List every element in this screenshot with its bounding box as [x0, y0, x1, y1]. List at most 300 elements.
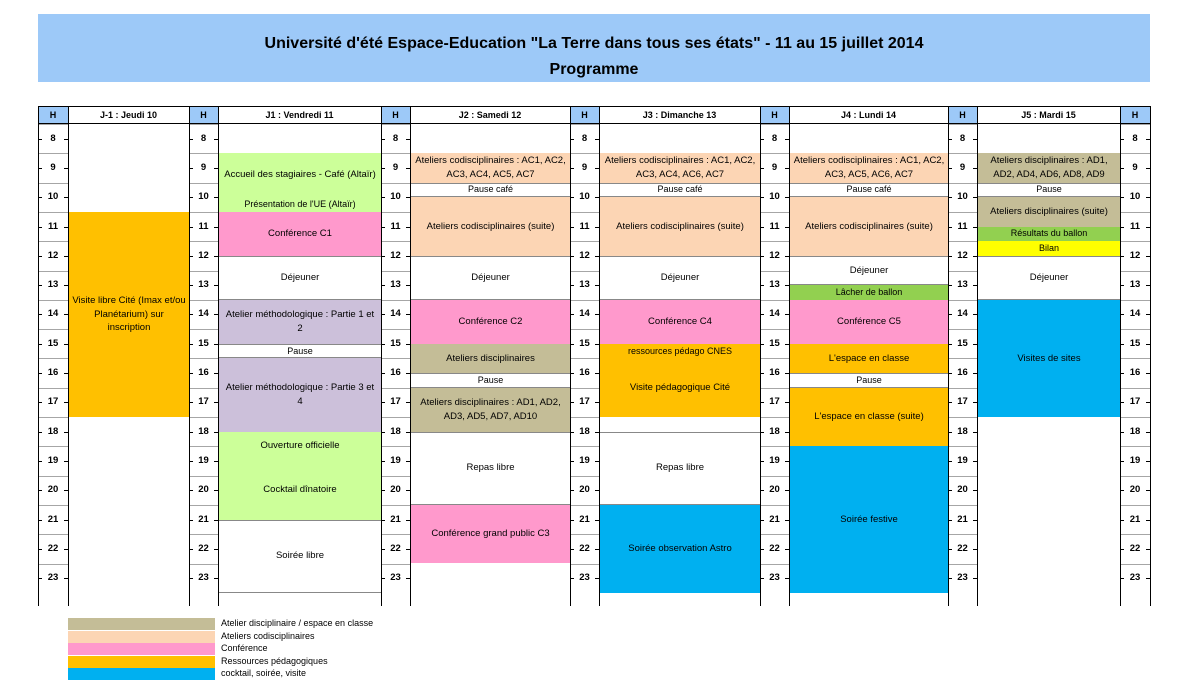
hour-tick — [570, 476, 599, 477]
event-j4-dejeuner: Déjeuner — [790, 256, 948, 285]
column-divider — [570, 106, 571, 606]
hour-label: 13 — [769, 279, 780, 291]
event-j1-atelier2: Atelier méthodologique : Partie 3 et 4 — [219, 358, 381, 431]
legend-label: Ressources pédagogiques — [221, 655, 328, 666]
hour-tick — [948, 329, 977, 330]
hour-label: 13 — [1129, 279, 1141, 291]
hour-label: 23 — [390, 572, 401, 584]
hour-tick — [948, 183, 977, 184]
hour-tick — [760, 505, 789, 506]
hour-tick — [760, 183, 789, 184]
hour-tick — [1120, 446, 1150, 447]
hour-label: 20 — [390, 484, 401, 496]
hour-label: 9 — [392, 161, 399, 173]
hour-label: 9 — [581, 161, 588, 173]
hour-tick — [760, 241, 789, 242]
hour-column-header: H — [1120, 106, 1150, 124]
legend-swatch — [68, 631, 215, 643]
hour-label: 14 — [579, 308, 590, 320]
column-divider — [1150, 106, 1151, 606]
hour-label: 12 — [198, 249, 209, 261]
hour-label: 20 — [957, 484, 968, 496]
event-j2-conf: Conférence C2 — [411, 300, 570, 344]
hour-tick — [1120, 300, 1150, 301]
event-j3-pause-cafe: Pause café — [600, 183, 760, 198]
hour-label: 18 — [957, 425, 968, 437]
hour-label: 14 — [769, 308, 780, 320]
hour-label: 23 — [579, 572, 590, 584]
hour-label: 16 — [769, 367, 780, 379]
hour-tick — [38, 417, 68, 418]
hour-label: 12 — [769, 249, 780, 261]
hour-tick — [189, 564, 218, 565]
hour-tick — [38, 241, 68, 242]
hour-label: 14 — [1129, 308, 1141, 320]
event-j5-bilan: Bilan — [978, 241, 1120, 256]
hour-label: 13 — [198, 279, 209, 291]
hour-tick — [1120, 241, 1150, 242]
hour-label: 22 — [769, 542, 780, 554]
event-j1-ouverture: Ouverture officielle — [219, 432, 381, 461]
event-j1-accueil: Accueil des stagiaires - Café (Altaïr) — [219, 153, 381, 197]
hour-tick — [381, 300, 410, 301]
hour-tick — [570, 446, 599, 447]
hour-label: 19 — [579, 454, 590, 466]
hour-column-header: H — [570, 106, 599, 124]
hour-tick — [570, 329, 599, 330]
hour-label: 16 — [47, 367, 59, 379]
hour-label: 19 — [198, 454, 209, 466]
event-j4-soiree: Soirée festive — [790, 446, 948, 593]
event-j3-visite: Visite pédagogique Cité — [600, 358, 760, 417]
hour-tick — [38, 446, 68, 447]
hour-tick — [189, 476, 218, 477]
hour-tick — [189, 446, 218, 447]
hour-label: 19 — [390, 454, 401, 466]
hour-label: 11 — [769, 220, 780, 232]
hour-tick — [1120, 271, 1150, 272]
hour-label: 15 — [1129, 337, 1141, 349]
hour-tick — [570, 388, 599, 389]
hour-tick — [760, 564, 789, 565]
hour-label: 8 — [1132, 132, 1138, 144]
hour-tick — [381, 212, 410, 213]
hour-tick — [760, 329, 789, 330]
hour-label: 21 — [198, 513, 209, 525]
event-j3-repas: Repas libre — [600, 432, 760, 505]
hour-tick — [760, 534, 789, 535]
hour-label: 20 — [1129, 484, 1141, 496]
hour-tick — [760, 476, 789, 477]
hour-tick — [570, 505, 599, 506]
hour-tick — [570, 417, 599, 418]
hour-tick — [189, 124, 218, 125]
hour-tick — [570, 300, 599, 301]
hour-label: 15 — [47, 337, 59, 349]
hour-label: 17 — [579, 396, 590, 408]
hour-tick — [570, 212, 599, 213]
event-j4-espace-suite: L'espace en classe (suite) — [790, 388, 948, 447]
hour-tick — [1120, 212, 1150, 213]
event-j3-ateliers-suite: Ateliers codisciplinaires (suite) — [600, 197, 760, 256]
event-j4-espace: L'espace en classe — [790, 344, 948, 373]
hour-tick — [1120, 329, 1150, 330]
hour-label: 18 — [390, 425, 401, 437]
hour-tick — [948, 153, 977, 154]
hour-label: 12 — [579, 249, 590, 261]
hour-tick — [570, 153, 599, 154]
hour-label: 8 — [959, 132, 966, 144]
hour-tick — [381, 329, 410, 330]
hour-label: 21 — [390, 513, 401, 525]
hour-tick — [760, 300, 789, 301]
hour-label: 19 — [957, 454, 968, 466]
event-j3-conf: Conférence C4 — [600, 300, 760, 344]
hour-tick — [570, 271, 599, 272]
event-j5-ateliers: Ateliers disciplinaires : AD1, AD2, AD4, AD6, AD8, AD9 — [978, 153, 1120, 182]
day-header-jm1: J-1 : Jeudi 10 — [68, 106, 189, 124]
hour-label: 12 — [1129, 249, 1141, 261]
hour-label: 17 — [769, 396, 780, 408]
hour-label: 22 — [579, 542, 590, 554]
hour-label: 14 — [390, 308, 401, 320]
hour-tick — [381, 417, 410, 418]
page-subtitle: Programme — [549, 61, 639, 78]
hour-label: 18 — [47, 425, 59, 437]
event-j1-pause: Pause — [219, 344, 381, 359]
hour-tick — [189, 241, 218, 242]
hour-label: 17 — [390, 396, 401, 408]
hour-label: 22 — [1129, 542, 1141, 554]
hour-tick — [1120, 505, 1150, 506]
hour-label: 11 — [390, 220, 401, 232]
hour-label: 9 — [959, 161, 966, 173]
hour-tick — [760, 212, 789, 213]
column-divider — [38, 106, 39, 606]
event-j3-soiree: Soirée observation Astro — [600, 505, 760, 593]
hour-label: 11 — [957, 220, 968, 232]
hour-tick — [760, 153, 789, 154]
hour-label: 10 — [198, 191, 209, 203]
hour-label: 11 — [198, 220, 209, 232]
hour-tick — [38, 476, 68, 477]
event-j5-visites: Visites de sites — [978, 300, 1120, 417]
hour-tick — [1120, 183, 1150, 184]
legend-swatch — [68, 656, 215, 668]
day-header-j4: J4 : Lundi 14 — [789, 106, 948, 124]
hour-tick — [189, 329, 218, 330]
hour-tick — [189, 534, 218, 535]
hour-tick — [189, 388, 218, 389]
grid-top-border — [38, 106, 1150, 107]
hour-label: 18 — [1129, 425, 1141, 437]
hour-label: 11 — [1129, 220, 1141, 232]
hour-tick — [1120, 417, 1150, 418]
hour-label: 18 — [769, 425, 780, 437]
hour-label: 23 — [769, 572, 780, 584]
hour-tick — [38, 212, 68, 213]
hour-tick — [189, 417, 218, 418]
event-j3-ressources: ressources pédago CNES — [600, 344, 760, 359]
hour-tick — [760, 417, 789, 418]
hour-label: 21 — [47, 513, 59, 525]
hour-label: 20 — [579, 484, 590, 496]
event-j3-dejeuner: Déjeuner — [600, 256, 760, 300]
event-j4-pause: Pause — [790, 373, 948, 388]
hour-tick — [1120, 124, 1150, 125]
hour-tick — [381, 564, 410, 565]
hour-label: 8 — [50, 132, 56, 144]
hour-label: 8 — [771, 132, 778, 144]
hour-label: 17 — [957, 396, 968, 408]
hour-label: 23 — [957, 572, 968, 584]
hour-label: 16 — [579, 367, 590, 379]
hour-tick — [570, 183, 599, 184]
legend-label: Atelier disciplinaire / espace en classe — [221, 618, 374, 628]
hour-tick — [570, 564, 599, 565]
hour-tick — [189, 358, 218, 359]
hour-label: 18 — [579, 425, 590, 437]
event-j1-cocktail: Cocktail dînatoire — [219, 461, 381, 520]
hour-label: 19 — [769, 454, 780, 466]
day-header-j2: J2 : Samedi 12 — [410, 106, 570, 124]
day-header-j5: J5 : Mardi 15 — [977, 106, 1120, 124]
hour-label: 14 — [198, 308, 209, 320]
hour-tick — [381, 153, 410, 154]
hour-label: 19 — [47, 454, 59, 466]
page-title: Université d'été Espace-Education "La Terre dans tous ses états" - 11 au 15 juillet 2014 — [264, 35, 924, 52]
event-j5-ateliers-suite: Ateliers disciplinaires (suite) — [978, 197, 1120, 226]
legend-swatch — [68, 618, 215, 630]
column-divider — [189, 106, 190, 606]
column-divider — [948, 106, 949, 606]
hour-label: 14 — [47, 308, 59, 320]
event-j1-dejeuner: Déjeuner — [219, 256, 381, 300]
hour-label: 19 — [1129, 454, 1141, 466]
legend-label: Conférence — [221, 643, 268, 653]
hour-tick — [948, 564, 977, 565]
hour-tick — [1120, 476, 1150, 477]
hour-label: 17 — [1129, 396, 1141, 408]
hour-tick — [189, 153, 218, 154]
hour-label: 20 — [769, 484, 780, 496]
hour-tick — [948, 388, 977, 389]
event-j5-pause: Pause — [978, 183, 1120, 198]
hour-column-header: H — [760, 106, 789, 124]
hour-tick — [38, 388, 68, 389]
legend-swatch — [68, 643, 215, 655]
legend-label: cocktail, soirée, visite — [221, 668, 307, 678]
hour-tick — [760, 271, 789, 272]
event-j3-ateliers: Ateliers codisciplinaires : AC1, AC2, AC3, AC4, AC6, AC7 — [600, 153, 760, 182]
hour-label: 21 — [1129, 513, 1141, 525]
hour-tick — [570, 124, 599, 125]
hour-label: 11 — [579, 220, 590, 232]
hour-tick — [381, 534, 410, 535]
hour-tick — [381, 505, 410, 506]
hour-tick — [948, 505, 977, 506]
day-header-j3: J3 : Dimanche 13 — [599, 106, 760, 124]
hour-label: 8 — [581, 132, 588, 144]
hour-label: 21 — [769, 513, 780, 525]
hour-tick — [189, 300, 218, 301]
hour-label: 22 — [198, 542, 209, 554]
hour-label: 11 — [47, 220, 59, 232]
hour-tick — [381, 241, 410, 242]
hour-label: 16 — [390, 367, 401, 379]
column-divider — [1120, 106, 1121, 606]
hour-tick — [1120, 564, 1150, 565]
hour-label: 21 — [579, 513, 590, 525]
hour-label: 20 — [47, 484, 59, 496]
hour-label: 13 — [47, 279, 59, 291]
event-j4-ateliers-suite: Ateliers codisciplinaires (suite) — [790, 197, 948, 256]
hour-tick — [189, 212, 218, 213]
hour-label: 10 — [1129, 191, 1141, 203]
event-j1-atelier1: Atelier méthodologique : Partie 1 et 2 — [219, 300, 381, 344]
hour-label: 15 — [390, 337, 401, 349]
hour-tick — [38, 124, 68, 125]
hour-column-header: H — [38, 106, 68, 124]
hour-tick — [38, 300, 68, 301]
event-j4-ateliers: Ateliers codisciplinaires : AC1, AC2, AC3, AC5, AC6, AC7 — [790, 153, 948, 182]
hour-tick — [381, 476, 410, 477]
column-divider — [760, 106, 761, 606]
hour-label: 15 — [769, 337, 780, 349]
event-j1-conf: Conférence C1 — [219, 212, 381, 256]
hour-label: 23 — [1129, 572, 1141, 584]
hour-tick — [1120, 388, 1150, 389]
hour-label: 22 — [957, 542, 968, 554]
event-j2-ateliers: Ateliers codisciplinaires : AC1, AC2, AC3, AC4, AC5, AC7 — [411, 153, 570, 182]
hour-label: 9 — [50, 161, 56, 173]
event-j2-conf-gp: Conférence grand public C3 — [411, 505, 570, 564]
hour-label: 12 — [390, 249, 401, 261]
hour-tick — [38, 183, 68, 184]
event-j5-resultats: Résultats du ballon — [978, 227, 1120, 242]
hour-label: 13 — [579, 279, 590, 291]
hour-tick — [38, 505, 68, 506]
hour-label: 12 — [957, 249, 968, 261]
hour-tick — [381, 446, 410, 447]
hour-label: 10 — [390, 191, 401, 203]
hour-tick — [760, 446, 789, 447]
hour-tick — [38, 271, 68, 272]
hour-tick — [570, 534, 599, 535]
hour-label: 12 — [47, 249, 59, 261]
event-j2-pause-cafe: Pause café — [411, 183, 570, 198]
hour-column-header: H — [948, 106, 977, 124]
hour-tick — [381, 271, 410, 272]
hour-label: 18 — [198, 425, 209, 437]
hour-label: 9 — [200, 161, 207, 173]
hour-tick — [38, 564, 68, 565]
hour-label: 23 — [198, 572, 209, 584]
event-jm1-visite: Visite libre Cité (Imax et/ou Planétarium) sur inscription — [69, 212, 189, 417]
hour-tick — [38, 153, 68, 154]
hour-label: 10 — [957, 191, 968, 203]
event-j2-ateliers-suite: Ateliers codisciplinaires (suite) — [411, 197, 570, 256]
hour-label: 21 — [957, 513, 968, 525]
hour-tick — [381, 183, 410, 184]
hour-label: 13 — [390, 279, 401, 291]
hour-tick — [948, 476, 977, 477]
column-divider — [381, 106, 382, 606]
hour-tick — [948, 358, 977, 359]
legend-label: Ateliers codisciplinaires — [221, 630, 315, 641]
hour-tick — [38, 329, 68, 330]
event-j2-repas: Repas libre — [411, 432, 570, 505]
hour-tick — [1120, 153, 1150, 154]
hour-tick — [948, 124, 977, 125]
hour-label: 14 — [957, 308, 968, 320]
hour-label: 10 — [47, 191, 59, 203]
hour-tick — [38, 358, 68, 359]
hour-tick — [189, 505, 218, 506]
hour-tick — [189, 271, 218, 272]
hour-tick — [381, 124, 410, 125]
day-header-j1: J1 : Vendredi 11 — [218, 106, 381, 124]
event-j2-ateliers-disc: Ateliers disciplinaires — [411, 344, 570, 373]
hour-tick — [948, 446, 977, 447]
event-j2-pause: Pause — [411, 373, 570, 388]
hour-label: 15 — [198, 337, 209, 349]
event-j5-dejeuner: Déjeuner — [978, 256, 1120, 300]
hour-tick — [948, 271, 977, 272]
hour-label: 16 — [1129, 367, 1141, 379]
hour-label: 20 — [198, 484, 209, 496]
hour-label: 9 — [771, 161, 778, 173]
hour-label: 9 — [1132, 161, 1138, 173]
event-j4-pause-cafe: Pause café — [790, 183, 948, 198]
hour-label: 17 — [198, 396, 209, 408]
event-j1-presentation: Présentation de l'UE (Altaïr) — [219, 197, 381, 212]
hour-column-header: H — [189, 106, 218, 124]
hour-label: 23 — [47, 572, 59, 584]
hour-label: 8 — [200, 132, 207, 144]
hour-label: 15 — [579, 337, 590, 349]
hour-tick — [948, 417, 977, 418]
hour-column-header: H — [381, 106, 410, 124]
hour-tick — [381, 388, 410, 389]
hour-tick — [948, 212, 977, 213]
hour-tick — [948, 241, 977, 242]
hour-label: 22 — [390, 542, 401, 554]
hour-tick — [381, 358, 410, 359]
legend-swatch — [68, 668, 215, 680]
hour-label: 15 — [957, 337, 968, 349]
event-j1-soiree: Soirée libre — [219, 520, 381, 593]
hour-tick — [189, 183, 218, 184]
hour-tick — [570, 358, 599, 359]
hour-label: 22 — [47, 542, 59, 554]
event-j2-dejeuner: Déjeuner — [411, 256, 570, 300]
event-j4-conf: Conférence C5 — [790, 300, 948, 344]
hour-label: 16 — [957, 367, 968, 379]
hour-tick — [570, 241, 599, 242]
hour-tick — [948, 534, 977, 535]
hour-label: 8 — [392, 132, 399, 144]
hour-label: 13 — [957, 279, 968, 291]
hour-label: 10 — [579, 191, 590, 203]
hour-tick — [1120, 534, 1150, 535]
hour-label: 10 — [769, 191, 780, 203]
hour-tick — [760, 124, 789, 125]
hour-tick — [1120, 358, 1150, 359]
hour-tick — [760, 358, 789, 359]
hour-label: 16 — [198, 367, 209, 379]
event-j4-lacher: Lâcher de ballon — [790, 285, 948, 300]
